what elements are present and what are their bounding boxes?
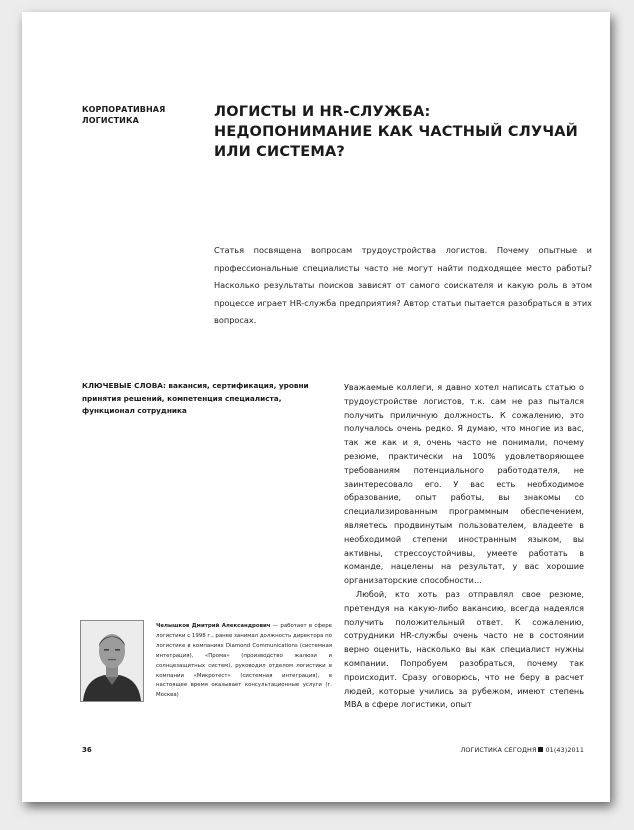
keywords-list: вакансия, сертификация, уровни принятия решений, компетенция специалиста, функционал сотрудника xyxy=(82,381,309,415)
article-title: ЛОГИСТЫ И HR-СЛУЖБА: НЕДОПОНИМАНИЕ КАК ЧАСТНЫЙ СЛУЧАЙ ИЛИ СИСТЕМА? xyxy=(214,104,579,160)
article-body xyxy=(344,381,584,712)
keywords-label: КЛЮЧЕВЫЕ СЛОВА: xyxy=(82,381,166,390)
journal-page xyxy=(22,12,610,802)
square-bullet-icon xyxy=(538,747,543,752)
author-bio xyxy=(156,622,332,701)
running-footer xyxy=(461,746,584,754)
body-paragraph-1: Уважаемые коллеги, я давно хотел написать статью о трудоустройстве логистов, т.к. сам не раз пытался получить приличную должность. К сожалению, это получалось очень редко. Я думаю, что многие из вас, так же как и я, очень часто не понимали, почему резюме, практически на 100% удовлетворяющее требованиям потенциального работодателя, не заинтересовало его. У вас есть необходимое образование, опыт работы, вы знакомы со специализированным программным обеспечением, являетесь продвинутым пользователем, владеете в необходимой степени иностранным языком, вы активны, стрессоустойчивы, умеете работать в команде, нацелены на результат, у вас хорошие организаторские способности… xyxy=(344,382,584,586)
article-lead: Статья посвящена вопросам трудоустройства логистов. Почему опытные и профессиональные специалисты часто не могут найти подходящее место работы? Насколько результаты поисков зависят от самого соискателя и какую роль в этом процессе играет HR-служба предприятия? Автор статьи пытается разобраться в этих вопросах. xyxy=(214,245,592,325)
section-label: КОРПОРАТИВНАЯ ЛОГИСТИКА xyxy=(82,105,166,125)
author-name: Челышков Дмитрий Александрович xyxy=(156,623,271,629)
journal-name: ЛОГИСТИКА СЕГОДНЯ xyxy=(460,746,537,754)
page-number: 36 xyxy=(82,746,92,754)
author-description: — работает в сфере логистики с 1998 г., ранее занимал должность директора по логистике в компаниях Diamond Communications (системная интеграция), «Прома» (производство жалюзи и солнцезащитных систем), руководил отделом логистики в компании «Микротест» (системная интеграция), в настоящее время оказывает консультационные услуги (г. Москва) xyxy=(156,623,332,699)
keywords-block xyxy=(82,380,332,418)
issue-number: 01(43)2011 xyxy=(545,746,584,754)
author-portrait-image xyxy=(81,621,143,701)
body-paragraph-2: Любой, кто хоть раз отправлял свое резюме, претендуя на какую-либо вакансию, всегда надеялся получить положительный ответ. К сожалению, сотрудники HR-службы очень часто не в состоянии верно оценить, насколько вы как специалист нужны компании. Попробуем разобраться, почему так происходит. Сразу оговорюсь, что не беру в расчет людей, которые учились за рубежом, имеют степень МВА в сфере логистики, опыт xyxy=(344,588,584,710)
author-photo xyxy=(80,620,144,702)
